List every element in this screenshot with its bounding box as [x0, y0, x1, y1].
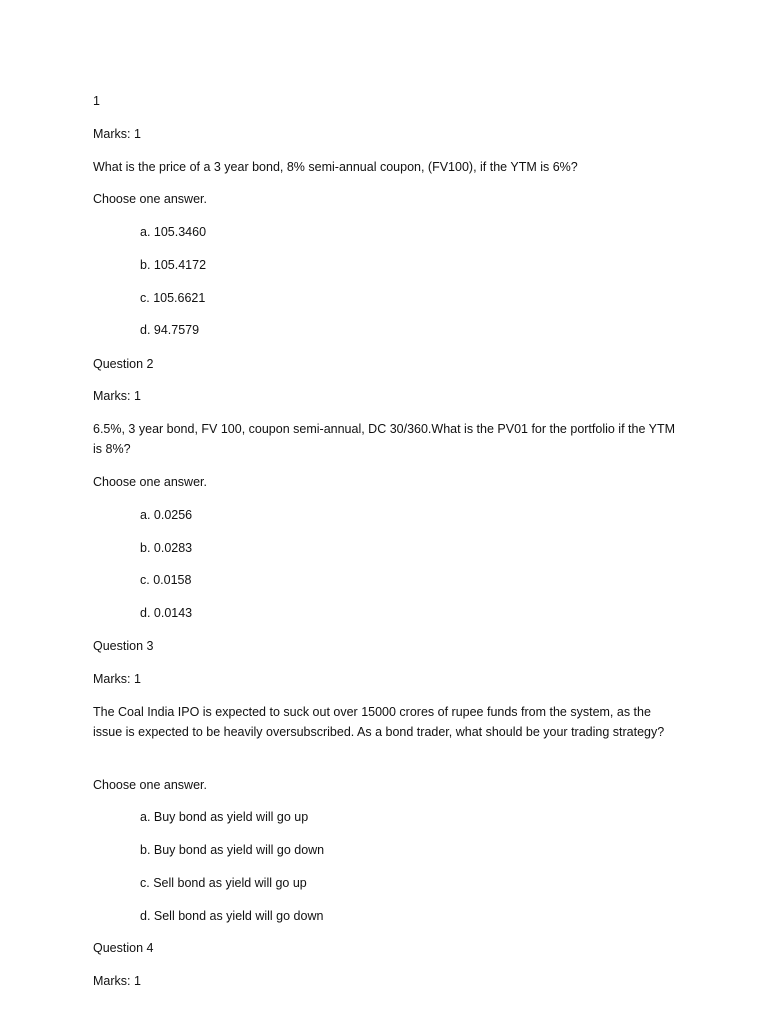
question-3-option-b: b. Buy bond as yield will go down: [140, 843, 325, 857]
question-1-option-c: c. 105.6621: [140, 291, 206, 305]
question-1-marks: Marks: 1: [93, 127, 141, 141]
question-2-option-c: c. 0.0158: [140, 573, 192, 587]
question-4-marks: Marks: 1: [93, 974, 141, 988]
question-1-number: 1: [93, 94, 100, 108]
question-2-text: 6.5%, 3 year bond, FV 100, coupon semi-annual, DC 30/360.What is the PV01 for the portfolio if the YTM is 8%?: [93, 422, 676, 456]
question-1-option-b: b. 105.4172: [140, 258, 207, 272]
question-2-option-d: d. 0.0143: [140, 606, 193, 620]
question-4-number: Question 4: [93, 941, 154, 955]
question-3-option-a: a. Buy bond as yield will go up: [140, 810, 309, 824]
question-2-number: Question 2: [93, 357, 154, 371]
question-3-choose-label: Choose one answer.: [93, 778, 207, 792]
question-1-option-a: a. 105.3460: [140, 225, 207, 239]
question-1-text: What is the price of a 3 year bond, 8% semi-annual coupon, (FV100), if the YTM is 6%?: [93, 160, 578, 174]
question-3-number: Question 3: [93, 639, 154, 653]
question-1-option-d: d. 94.7579: [140, 323, 200, 337]
question-3-text: The Coal India IPO is expected to suck out over 15000 crores of rupee funds from the system, as the issue is expected to be heavily oversubscribed. As a bond trader, what should be your trading strategy?: [93, 705, 665, 739]
question-1-choose-label: Choose one answer.: [93, 192, 207, 206]
question-3-option-c: c. Sell bond as yield will go up: [140, 876, 307, 890]
question-2-option-b: b. 0.0283: [140, 541, 193, 555]
question-2-choose-label: Choose one answer.: [93, 475, 207, 489]
question-3-option-d: d. Sell bond as yield will go down: [140, 909, 324, 923]
question-2-marks: Marks: 1: [93, 389, 141, 403]
question-3-marks: Marks: 1: [93, 672, 141, 686]
question-2-option-a: a. 0.0256: [140, 508, 193, 522]
